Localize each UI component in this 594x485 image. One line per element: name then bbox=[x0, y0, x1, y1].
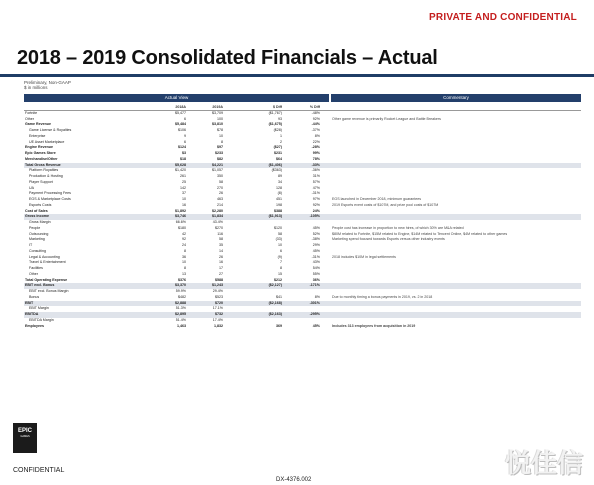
commentary-text: Marketing spend focused towards Esports versus other industry events bbox=[332, 237, 445, 242]
row-label: Gross Income bbox=[25, 214, 49, 219]
dollar-diff: 2 bbox=[280, 139, 282, 144]
value-2018: 6 bbox=[184, 139, 186, 144]
dollar-diff: (9) bbox=[277, 254, 282, 259]
dollar-diff: ($1,406) bbox=[268, 162, 282, 167]
commentary-text: Includes 313 employees from acquisition in 2019 bbox=[332, 323, 416, 328]
dollar-diff: ($2,168) bbox=[268, 300, 282, 305]
value-2019: 26 bbox=[219, 254, 223, 259]
value-2018: 6 bbox=[184, 116, 186, 121]
commentary-text: 2019 Esports event costs of $107M, and prize pool costs of $107M bbox=[332, 202, 439, 207]
value-2019: $3,709 bbox=[212, 110, 223, 115]
value-2019: $233 bbox=[215, 151, 223, 155]
row-label: Production & Hosting bbox=[29, 174, 63, 178]
value-2018: $2,895 bbox=[175, 312, 186, 316]
row-label: Payment Processing Fees bbox=[29, 191, 71, 196]
value-2019: 58 bbox=[219, 237, 223, 242]
column-header: $ Diff bbox=[273, 105, 282, 109]
value-2018: 13 bbox=[182, 271, 186, 276]
value-2018: 59.9% bbox=[175, 289, 186, 293]
row-label: Platform Royalties bbox=[29, 168, 59, 173]
percent-diff: 78% bbox=[312, 156, 320, 161]
row-label: Epic Games Store bbox=[25, 151, 56, 155]
column-header: 2019A bbox=[212, 105, 223, 109]
value-2019: $82 bbox=[217, 156, 223, 161]
value-2018: $5,628 bbox=[175, 162, 186, 167]
actual-view-band: Actual View bbox=[24, 94, 329, 102]
percent-diff: -295% bbox=[309, 312, 320, 316]
value-2018: $1,892 bbox=[175, 208, 186, 213]
percent-diff: 45% bbox=[312, 225, 320, 230]
percent-diff: 24% bbox=[312, 208, 320, 213]
commentary-text: Other game revenue is primarily Rocket League and Battle Breakers bbox=[332, 116, 441, 121]
value-2019: $97 bbox=[217, 145, 223, 150]
value-2019: 14 bbox=[219, 248, 223, 253]
dollar-diff: 198 bbox=[276, 202, 282, 207]
value-2019: 35 bbox=[219, 243, 223, 247]
value-2018: $376 bbox=[178, 277, 186, 282]
value-2019: 26 bbox=[219, 191, 223, 196]
row-label: Gross Margin bbox=[29, 220, 51, 224]
financials-table bbox=[24, 105, 581, 329]
row-label: Outsourcing bbox=[29, 231, 49, 236]
value-2019: $270 bbox=[215, 225, 223, 230]
row-label: Bonus bbox=[29, 294, 40, 299]
value-2019: 17.1% bbox=[212, 306, 223, 311]
value-2018: 142 bbox=[180, 185, 186, 190]
row-label: Facilities bbox=[29, 266, 43, 270]
value-2019: $1,057 bbox=[212, 168, 223, 173]
percent-diff: 45% bbox=[312, 323, 320, 328]
row-label: Esports Costs bbox=[29, 202, 52, 207]
value-2018: 37 bbox=[182, 191, 186, 196]
dollar-diff: ($1,767) bbox=[268, 110, 282, 115]
value-2019: $4,221 bbox=[212, 162, 223, 167]
percent-diff: -44% bbox=[311, 122, 320, 127]
value-2018: 8 bbox=[184, 266, 186, 270]
percent-diff: 8% bbox=[314, 294, 320, 299]
value-2018: $482 bbox=[178, 294, 186, 299]
value-2019: 270 bbox=[217, 185, 223, 190]
column-header: % Diff bbox=[309, 105, 320, 109]
commentary-band: Commentary bbox=[331, 94, 581, 102]
value-2018: $5,477 bbox=[175, 110, 186, 115]
value-2019: 214 bbox=[217, 202, 223, 207]
value-2018: $3,370 bbox=[175, 283, 186, 288]
watermark: 悦佳信 bbox=[505, 449, 584, 479]
dollar-diff: (33) bbox=[275, 237, 282, 242]
value-2018: $3,746 bbox=[175, 214, 186, 219]
dollar-diff: 451 bbox=[276, 197, 282, 201]
row-label: EBITDA bbox=[25, 312, 39, 316]
value-2018: 51.3% bbox=[175, 306, 186, 311]
percent-diff: 31% bbox=[312, 174, 320, 178]
value-2019: 43.4% bbox=[212, 220, 223, 224]
value-2019: 29.4% bbox=[212, 289, 223, 293]
row-label: Other bbox=[29, 271, 38, 276]
row-label: Total Gross Revenue bbox=[25, 162, 61, 167]
dollar-diff: $212 bbox=[274, 277, 282, 282]
row-label: Merchandise/Other bbox=[25, 156, 58, 161]
value-2018: 24 bbox=[182, 243, 186, 247]
dollar-diff: ($28) bbox=[273, 128, 282, 132]
value-2018: 8 bbox=[184, 248, 186, 253]
value-2019: 350 bbox=[217, 174, 223, 178]
value-2019: $720 bbox=[215, 300, 223, 305]
dollar-diff: (8) bbox=[277, 191, 282, 196]
dollar-diff: ($363) bbox=[271, 168, 282, 173]
percent-diff: -31% bbox=[311, 191, 320, 196]
value-2019: 100 bbox=[217, 116, 223, 121]
dollar-diff: ($27) bbox=[273, 145, 282, 150]
row-label: UE Asset Marketplace bbox=[29, 139, 65, 144]
percent-diff: -48% bbox=[311, 110, 320, 115]
value-2018: 36 bbox=[182, 254, 186, 259]
percent-diff: 97% bbox=[312, 197, 320, 201]
dollar-diff: ($1,675) bbox=[268, 122, 282, 127]
dollar-diff: ($2,127) bbox=[268, 283, 282, 288]
logo-text: EPIC bbox=[17, 428, 32, 434]
value-2019: $588 bbox=[215, 277, 223, 282]
value-2018: 261 bbox=[180, 174, 186, 178]
value-2018: 51.4% bbox=[175, 317, 186, 322]
percent-diff: 36% bbox=[312, 277, 320, 282]
dollar-diff: ($2,163) bbox=[268, 312, 282, 316]
row-label: Legal & Accounting bbox=[29, 254, 60, 259]
percent-diff: 57% bbox=[312, 179, 320, 184]
dollar-diff: 10 bbox=[278, 243, 282, 247]
value-2019: $732 bbox=[215, 312, 223, 316]
value-2018: $3 bbox=[182, 151, 186, 155]
row-label: Total Operating Expense bbox=[25, 277, 68, 282]
dollar-diff: 93 bbox=[278, 116, 282, 121]
dollar-diff: 1 bbox=[280, 133, 282, 138]
value-2018: $106 bbox=[178, 128, 186, 132]
value-2019: 17 bbox=[219, 266, 223, 270]
row-label: People bbox=[29, 225, 41, 230]
dollar-diff: 89 bbox=[278, 174, 282, 178]
row-label: Employees bbox=[25, 323, 44, 328]
row-label: EGS & Marketplace Costs bbox=[29, 197, 71, 201]
value-2019: 116 bbox=[217, 231, 223, 236]
row-label: Other bbox=[25, 116, 34, 121]
row-label: Game Revenue bbox=[25, 122, 51, 127]
value-2019: $1,243 bbox=[212, 283, 223, 288]
percent-diff: 47% bbox=[312, 185, 320, 190]
dollar-diff: $231 bbox=[274, 151, 282, 155]
dollar-diff: 34 bbox=[278, 179, 282, 184]
commentary-text: $80M related to Fortnite, $15M related to Engine, $14M related to Tencent Online, $4M related to other games bbox=[332, 231, 508, 236]
value-2019: 463 bbox=[217, 197, 223, 201]
row-label: Cost of Sales bbox=[25, 208, 48, 213]
value-2018: 10 bbox=[182, 260, 186, 265]
percent-diff: -301% bbox=[309, 300, 320, 305]
private-confidential-label: PRIVATE AND CONFIDENTIAL bbox=[429, 12, 577, 23]
value-2018: $124 bbox=[178, 145, 186, 150]
row-label: EBIT excl. Bonus bbox=[25, 283, 55, 288]
dollar-diff: 369 bbox=[276, 323, 282, 328]
value-2018: 42 bbox=[182, 231, 186, 236]
commentary-text: Due to monthly timing a bonus payments in 2019, vs. 2 in 2018 bbox=[332, 294, 433, 299]
percent-diff: -28% bbox=[311, 145, 320, 150]
value-2018: 66.6% bbox=[175, 220, 186, 224]
percent-diff: 8% bbox=[314, 133, 320, 138]
page-title: 2018 – 2019 Consolidated Financials – Actual bbox=[17, 47, 438, 69]
percent-diff: 22% bbox=[312, 139, 320, 144]
dollar-diff: 6 bbox=[280, 248, 282, 253]
table-row bbox=[24, 324, 581, 330]
value-2018: $5,484 bbox=[175, 122, 186, 127]
value-2019: 8 bbox=[221, 139, 223, 144]
value-2018: 92 bbox=[182, 237, 186, 242]
value-2019: 17.4% bbox=[212, 317, 223, 322]
dollar-diff: $41 bbox=[276, 294, 282, 299]
percent-diff: 92% bbox=[312, 116, 320, 121]
subtitle-line: Preliminary, Non-GAAP bbox=[24, 80, 71, 85]
row-label: Marketing bbox=[29, 237, 45, 242]
row-label: UA bbox=[29, 185, 34, 190]
value-2019: 58 bbox=[219, 179, 223, 184]
percent-diff: -33% bbox=[311, 162, 320, 167]
commentary-text: People cost has increase in proportion to new hires, of which 30% are M&A related bbox=[332, 225, 464, 230]
dollar-diff: 58 bbox=[278, 231, 282, 236]
value-2018: $1,420 bbox=[175, 168, 186, 173]
epic-games-logo bbox=[13, 423, 37, 453]
dollar-diff: $120 bbox=[274, 225, 282, 230]
commentary-text: 2018 includes $10M in legal settlements bbox=[332, 254, 396, 259]
percent-diff: -36% bbox=[311, 168, 320, 173]
row-label: Consulting bbox=[29, 248, 46, 253]
percent-diff: 99% bbox=[312, 151, 320, 155]
row-label: EBITDA Margin bbox=[29, 317, 54, 322]
dollar-diff: 128 bbox=[276, 185, 282, 190]
percent-diff: 92% bbox=[312, 202, 320, 207]
dollar-diff: 15 bbox=[278, 271, 282, 276]
row-label: Engine Revenue bbox=[25, 145, 53, 150]
percent-diff: -37% bbox=[311, 128, 320, 132]
value-2019: $2,280 bbox=[212, 208, 223, 213]
commentary-text: EGS launched in December 2018, minimum guarantees bbox=[332, 197, 422, 201]
column-header: 2018A bbox=[175, 105, 186, 109]
value-2018: 16 bbox=[182, 202, 186, 207]
value-2018: 10 bbox=[182, 197, 186, 201]
row-label: EBIT bbox=[25, 300, 34, 305]
row-label: EBIT Margin bbox=[29, 306, 49, 311]
value-2018: $180 bbox=[178, 225, 186, 230]
subtitle bbox=[24, 80, 71, 90]
value-2019: $1,834 bbox=[212, 214, 223, 219]
value-2019: 10 bbox=[219, 133, 223, 138]
value-2019: $3,810 bbox=[212, 122, 223, 127]
document-number: DX-4376.002 bbox=[276, 477, 312, 483]
percent-diff: -171% bbox=[309, 283, 320, 288]
row-label: Fortnite bbox=[25, 110, 38, 115]
percent-diff: -31% bbox=[311, 254, 320, 259]
value-2019: 16 bbox=[219, 260, 223, 265]
dollar-diff: ($1,913) bbox=[268, 214, 282, 219]
row-label: Travel & Entertainment bbox=[29, 260, 66, 265]
row-label: IT bbox=[29, 243, 33, 247]
value-2019: 27 bbox=[219, 271, 223, 276]
percent-diff: 29% bbox=[312, 243, 320, 247]
percent-diff: 54% bbox=[312, 266, 320, 270]
value-2018: $2,888 bbox=[175, 300, 186, 305]
percent-diff: -105% bbox=[309, 214, 320, 219]
value-2018: $18 bbox=[180, 156, 186, 161]
percent-diff: 52% bbox=[312, 231, 320, 236]
footer-confidential: CONFIDENTIAL bbox=[13, 467, 65, 474]
dollar-diff: 7 bbox=[280, 260, 282, 265]
row-label: Game License & Royalties bbox=[29, 128, 72, 132]
percent-diff: 45% bbox=[312, 248, 320, 253]
row-label: Enterprise bbox=[29, 133, 46, 138]
row-label: EBIT excl. Bonus Margin bbox=[29, 289, 69, 293]
value-2018: 9 bbox=[184, 133, 186, 138]
value-2018: 25 bbox=[182, 179, 186, 184]
value-2019: $78 bbox=[217, 128, 223, 132]
dollar-diff: $388 bbox=[274, 208, 282, 213]
subtitle-line: $ in millions bbox=[24, 85, 48, 90]
row-label: Player Support bbox=[29, 179, 53, 184]
value-2018: 1,463 bbox=[177, 323, 186, 328]
dollar-diff: $64 bbox=[276, 156, 282, 161]
percent-diff: 55% bbox=[312, 271, 320, 276]
dollar-diff: 8 bbox=[280, 266, 282, 270]
percent-diff: -38% bbox=[311, 237, 320, 242]
value-2019: 1,832 bbox=[214, 323, 223, 328]
percent-diff: 43% bbox=[312, 260, 320, 265]
value-2019: $523 bbox=[215, 294, 223, 299]
logo-text: GAMES bbox=[20, 435, 30, 438]
title-rule bbox=[0, 74, 594, 77]
